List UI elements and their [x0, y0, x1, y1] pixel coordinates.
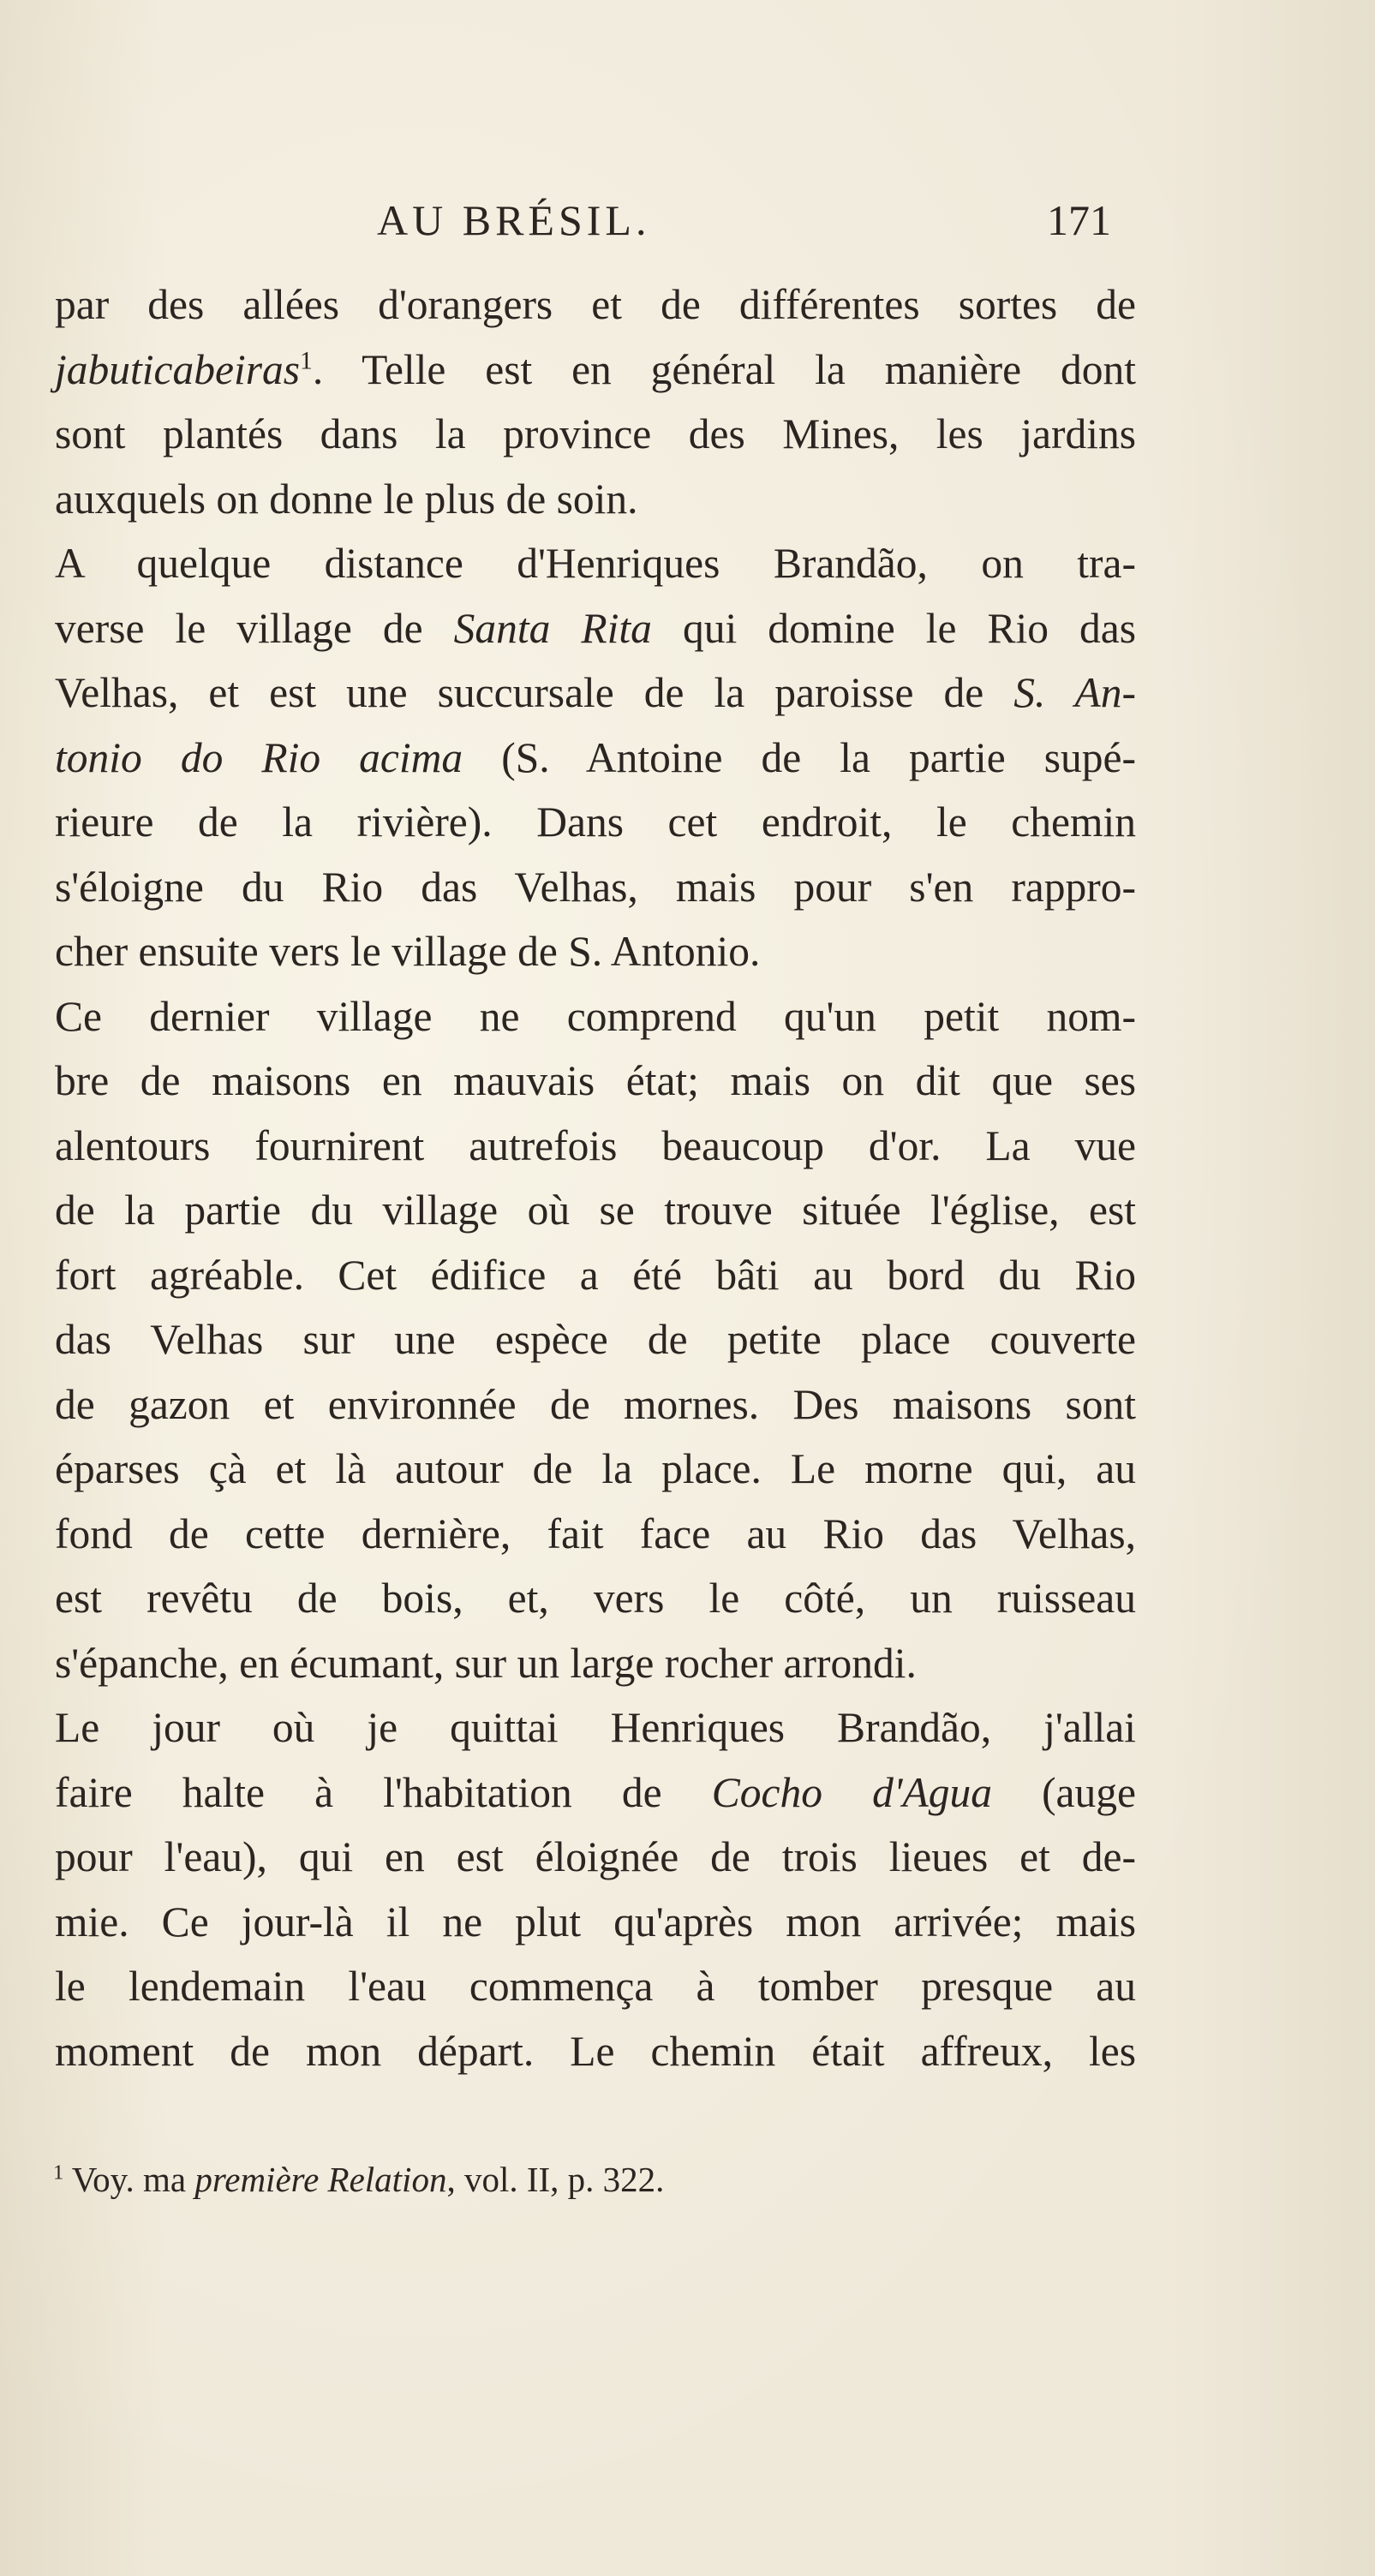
- text-line: fond de cette dernière, fait face au Rio das Velhas,: [55, 1509, 1136, 1557]
- text-line: auxquels on donne le plus de soin.: [55, 475, 638, 523]
- text-line: [55, 726, 1136, 791]
- text-line: Le jour où je quittai Henriques Brandão, j'allai: [55, 1704, 1136, 1751]
- text-line: mie. Ce jour-là il ne plut qu'après mon arrivée; mais: [55, 1898, 1136, 1945]
- text-line: moment de mon départ. Le chemin était affreux, les: [55, 2027, 1136, 2075]
- text-line: s'éloigne du Rio das Velhas, mais pour s'en rappro-: [55, 863, 1136, 911]
- text-line: cher ensuite vers le village de S. Antonio.: [55, 928, 761, 975]
- text-line: pour l'eau), qui en est éloignée de trois lieues et de-: [55, 1833, 1136, 1880]
- text-line: das Velhas sur une espèce de petite place couverte: [55, 1316, 1136, 1363]
- text-line: [55, 1760, 1136, 1826]
- footnote: [53, 2159, 910, 2200]
- italic-span: jabuticabeiras: [55, 345, 300, 393]
- text-span: Velhas, et est une succursale de la paroisse de: [55, 669, 1014, 716]
- footnote-italic: première Relation: [194, 2160, 447, 2199]
- text-line: Ce dernier village ne comprend qu'un petit nom-: [55, 992, 1136, 1040]
- text-span: . Telle est en général la manière dont: [312, 345, 1136, 393]
- text-line: [55, 660, 1136, 726]
- footnote-suffix: , vol. II, p. 322.: [446, 2160, 665, 2199]
- footnote-ref: 1: [299, 347, 313, 374]
- italic-span: Cocho d'Agua: [711, 1768, 992, 1816]
- text-line: le lendemain l'eau commença à tomber presque au: [55, 1963, 1136, 2010]
- text-line: de gazon et environnée de mornes. Des maisons sont: [55, 1380, 1136, 1428]
- text-span: qui domine le Rio das: [651, 604, 1136, 652]
- text-line: s'épanche, en écumant, sur un large rocher arrondi.: [55, 1639, 917, 1687]
- footnote-prefix: Voy. ma: [63, 2160, 195, 2199]
- text-line: éparses çà et là autour de la place. Le morne qui, au: [55, 1445, 1136, 1492]
- text-span: (S. Antoine de la partie supé-: [463, 733, 1136, 781]
- italic-span: S. An-: [1013, 669, 1136, 716]
- text-line: est revêtu de bois, et, vers le côté, un ruisseau: [55, 1575, 1136, 1622]
- text-line: rieure de la rivière). Dans cet endroit, le chemin: [55, 798, 1136, 846]
- text-span: verse le village de: [55, 604, 454, 652]
- text-line: A quelque distance d'Henriques Brandão, on tra-: [55, 540, 1136, 587]
- page-number: 171: [1047, 196, 1111, 244]
- footnote-marker: 1: [53, 2161, 64, 2185]
- text-line: alentours fournirent autrefois beaucoup d'or. La vue: [55, 1121, 1136, 1169]
- running-head: AU BRÉSIL.: [377, 196, 651, 244]
- text-span: (auge: [991, 1768, 1136, 1816]
- text-line: bre de maisons en mauvais état; mais on dit que ses: [55, 1057, 1136, 1104]
- body-text: [55, 272, 1136, 2083]
- italic-span: tonio do Rio acima: [55, 733, 463, 781]
- text-line: par des allées d'orangers et de différentes sortes de: [55, 281, 1136, 328]
- page-header: [0, 195, 1375, 264]
- text-line: sont plantés dans la province des Mines, les jardins: [55, 410, 1136, 457]
- text-span: faire halte à l'habitation de: [55, 1768, 712, 1816]
- text-line: [55, 596, 1136, 661]
- text-line: [55, 338, 1136, 403]
- text-line: de la partie du village où se trouve située l'église, est: [55, 1186, 1136, 1234]
- text-line: fort agréable. Cet édifice a été bâti au bord du Rio: [55, 1251, 1136, 1299]
- italic-span: Santa Rita: [453, 604, 652, 652]
